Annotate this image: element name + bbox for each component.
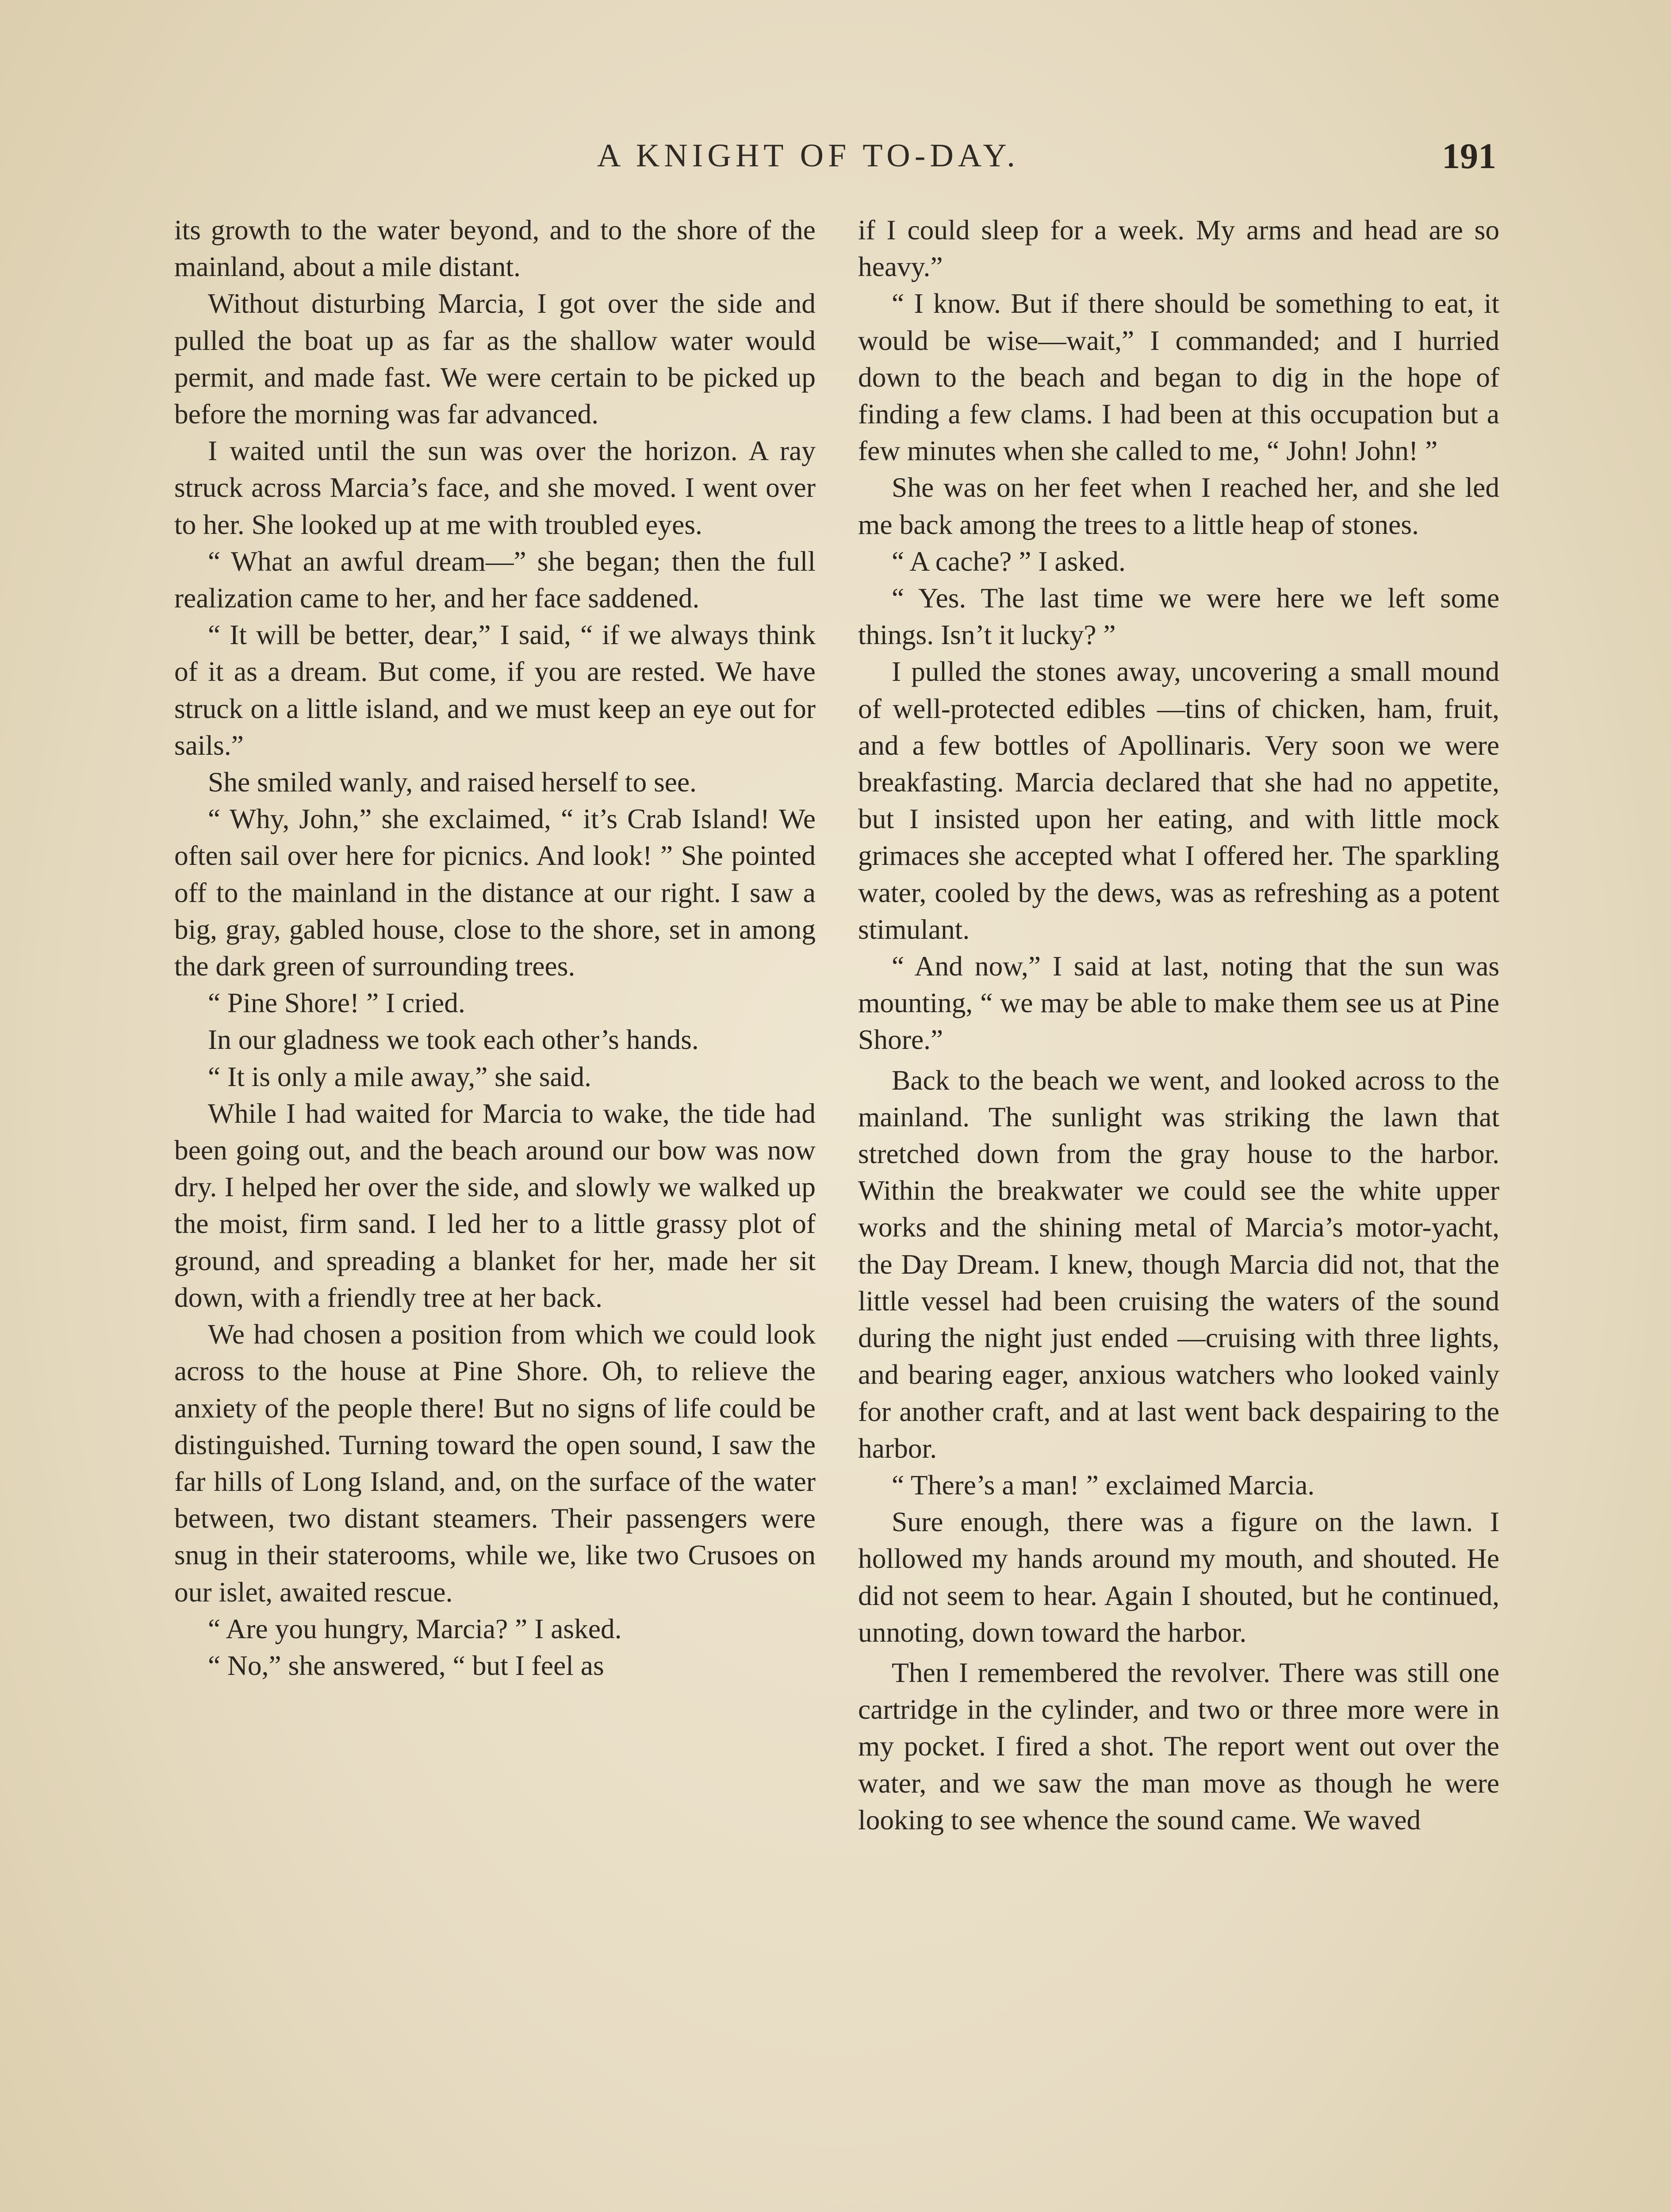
page-header: [0, 133, 1671, 186]
paragraph: I waited until the sun was over the horizon. A ray struck across Marcia’s face, and she moved. I went over to her. She looked up at me with troubled eyes.: [174, 435, 816, 540]
paragraph: “ Are you hungry, Marcia? ” I asked.: [208, 1613, 622, 1644]
paragraph: Without disturbing Marcia, I got over the side and pulled the boat up as far as the shallow water would permit, and made fast. We were certain to be picked up before the morning was far advanced.: [174, 288, 816, 430]
paragraph: “ A cache? ” I asked.: [892, 545, 1126, 577]
paragraph: “ It will be better, dear,” I said, “ if we always think of it as a dream. But come, if you are rested. We have struck on a little island, and we must keep an eye out for sails.”: [174, 619, 816, 761]
paragraph: I pulled the stones away, uncovering a small mound of well-protected edibles —tins of chicken, ham, fruit, and a few bottles of Apollinaris. Very soon we were breakfasting. Marcia declared that she had no appetite, but I insisted upon her eating, and with little mock grimaces she accepted what I offered her. The sparkling water, cooled by the dews, was as refreshing as a potent stimulant.: [858, 656, 1499, 945]
paragraph: While I had waited for Marcia to wake, the tide had been going out, and the beach around our bow was now dry. I helped her over the side, and slowly we walked up the moist, firm sand. I led her to a little grassy plot of ground, and spreading a blanket for her, made her sit down, with a friendly tree at her back.: [174, 1097, 816, 1313]
paragraph: “ It is only a mile away,” she said.: [208, 1060, 591, 1092]
page-number: 191: [1442, 136, 1496, 176]
paragraph: “ Yes. The last time we were here we left some things. Isn’t it lucky? ”: [858, 582, 1499, 651]
left-column: [174, 211, 816, 1684]
paragraph: In our gladness we took each other’s hands.: [208, 1024, 699, 1056]
paragraph: She smiled wanly, and raised herself to see.: [208, 766, 697, 798]
paragraph: “ I know. But if there should be something to eat, it would be wise—wait,” I commanded; and I hurried down to the beach and began to dig in the hope of finding a few clams. I had been at this occupation but a few minutes when she called to me, “ John! John! ”: [858, 288, 1499, 467]
paragraph: if I could sleep for a week. My arms and head are so heavy.”: [858, 214, 1499, 283]
running-title: A KNIGHT OF TO-DAY.: [597, 138, 1019, 174]
paragraph: Sure enough, there was a figure on the lawn. I hollowed my hands around my mouth, and shouted. He did not seem to hear. Again I shouted, but he continued, unnoting, down toward the harbor.: [858, 1506, 1499, 1648]
paragraph: “ Pine Shore! ” I cried.: [208, 987, 465, 1019]
paragraph: its growth to the water beyond, and to the shore of the mainland, about a mile distant.: [174, 214, 816, 283]
paragraph: “ And now,” I said at last, noting that the sun was mounting, “ we may be able to make them see us at Pine Shore.”: [858, 950, 1499, 1056]
paragraph: “ Why, John,” she exclaimed, “ it’s Crab Island! We often sail over here for picnics. And look! ” She pointed off to the mainland in the distance at our right. I saw a big, gray, gabled house, close to the shore, set in among the dark green of surrounding trees.: [174, 803, 816, 982]
right-column: [858, 211, 1499, 1838]
paragraph: She was on her feet when I reached her, and she led me back among the trees to a little heap of stones.: [858, 472, 1499, 540]
paragraph: Back to the beach we went, and looked across to the mainland. The sunlight was striking the lawn that stretched down from the gray house to the harbor. Within the breakwater we could see the white upper works and the shining metal of Marcia’s motor-yacht, the Day Dream. I knew, though Marcia did not, that the little vessel had been cruising the waters of the sound during the night just ended —cruising with three lights, and bearing eager, anxious watchers who looked vainly for another craft, and at last went back despairing to the harbor.: [858, 1064, 1499, 1464]
paragraph: We had chosen a position from which we could look across to the house at Pine Shore. Oh, to relieve the anxiety of the people there! But no signs of life could be distinguished. Turning toward the open sound, I saw the far hills of Long Island, and, on the surface of the water between, two distant steamers. Their passengers were snug in their staterooms, while we, like two Crusoes on our islet, awaited rescue.: [174, 1318, 816, 1608]
paragraph: Then I remembered the revolver. There was still one cartridge in the cylinder, and two or three more were in my pocket. I fired a shot. The report went out over the water, and we saw the man move as though he were looking to see whence the sound came. We waved: [858, 1656, 1499, 1836]
paragraph: “ No,” she answered, “ but I feel as: [208, 1649, 604, 1681]
paragraph: “ There’s a man! ” exclaimed Marcia.: [892, 1469, 1315, 1501]
paragraph: “ What an awful dream—” she began; then the full realization came to her, and her face saddened.: [174, 545, 816, 614]
